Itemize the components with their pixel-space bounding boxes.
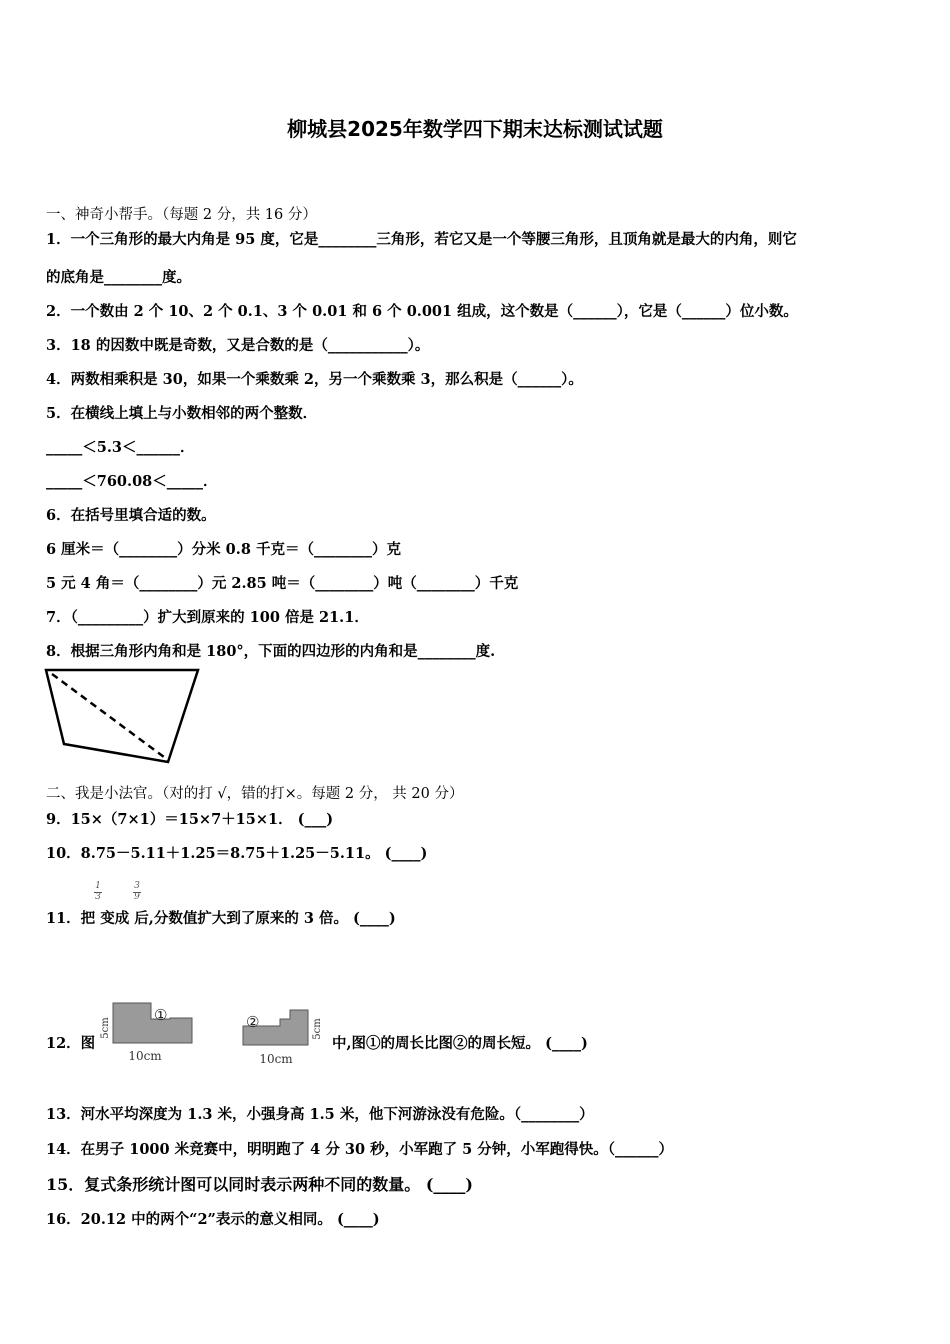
question-13: 13．河水平均深度为 1.3 米，小强身高 1.5 米，他下河游泳没有危险。（________） — [46, 1106, 594, 1123]
shape-1-body — [113, 1003, 192, 1043]
question-15: 15．复式条形统计图可以同时表示两种不同的数量。 (____) — [46, 1175, 473, 1194]
shape-2-mark: ② — [246, 1013, 260, 1031]
question-14: 14．在男子 1000 米竞赛中，明明跑了 4 分 30 秒，小军跑了 5 分钟，小军跑得快。（______） — [46, 1141, 674, 1158]
shape-figure-2 — [238, 1005, 330, 1073]
question-2: 2．一个数由 2 个 10、2 个 0.1、3 个 0.01 和 6 个 0.001 组成，这个数是（______），它是（______）位小数。 — [46, 303, 798, 320]
quadrilateral-diagonal — [52, 674, 168, 760]
question-12-text: 中,图①的周长比图②的周长短。 (____) — [332, 1035, 588, 1052]
question-16: 16．20.12 中的两个“2”表示的意义相同。 (____) — [46, 1211, 380, 1228]
question-6-row-a: 6 厘米＝（________）分米 0.8 千克＝（________）克 — [46, 541, 401, 558]
question-7: 7．（_________）扩大到原来的 100 倍是 21.1． — [46, 609, 369, 626]
question-8: 8．根据三角形内角和是 180°，下面的四边形的内角和是________度. — [46, 643, 496, 660]
question-12-label: 12．图 — [46, 1035, 96, 1052]
page-title: 柳城县2025年数学四下期末达标测试试题 — [287, 117, 663, 141]
question-6-row-b: 5 元 4 角＝（________）元 2.85 吨＝（________）吨（________）千克 — [46, 575, 519, 592]
question-3: 3．18 的因数中既是奇数，又是合数的是（___________）。 — [46, 337, 430, 354]
fraction-one-third: $\frac{1}{3}$ — [95, 881, 101, 902]
shape-figure-1 — [97, 998, 202, 1066]
question-5-blank-a: _____＜5.3＜______． — [46, 439, 195, 456]
question-5: 5．在横线上填上与小数相邻的两个整数． — [46, 405, 318, 422]
shape-2-height-label: 5cm — [312, 1018, 323, 1040]
shape-1-width-label: 10cm — [128, 1049, 162, 1063]
question-10: 10．8.75－5.11＋1.25＝8.75＋1.25－5.11。 (____) — [46, 845, 428, 862]
quadrilateral-figure — [44, 668, 204, 766]
question-9: 9．15×（7×1）＝15×7＋15×1． (___) — [46, 811, 334, 828]
question-1-line-2: 的底角是________度。 — [46, 269, 191, 286]
quadrilateral-outline — [46, 670, 198, 762]
shape-1-mark: ① — [154, 1006, 168, 1024]
question-5-blank-b: _____＜760.08＜_____． — [46, 473, 218, 490]
question-4: 4．两数相乘积是 30，如果一个乘数乘 2，另一个乘数乘 3，那么积是（______）。 — [46, 371, 583, 388]
section-1-header: 一、神奇小帮手。（每题 2 分，共 16 分） — [46, 207, 317, 223]
question-1-line-1: 1．一个三角形的最大内角是 95 度，它是________三角形，若它又是一个等腰三角形，且顶角就是最大的内角，则它 — [46, 231, 797, 248]
shape-2-width-label: 10cm — [259, 1052, 293, 1066]
shape-1-height-label: 5cm — [100, 1017, 111, 1039]
question-6: 6．在括号里填合适的数。 — [46, 507, 216, 524]
fraction-three-ninths: $\frac{3}{9}$ — [134, 881, 140, 902]
section-2-header: 二、我是小法官。（对的打 √，错的打×。每题 2 分， 共 20 分） — [46, 786, 464, 802]
question-11: 11．把 变成 后,分数值扩大到了原来的 3 倍。 (____) — [46, 910, 396, 927]
